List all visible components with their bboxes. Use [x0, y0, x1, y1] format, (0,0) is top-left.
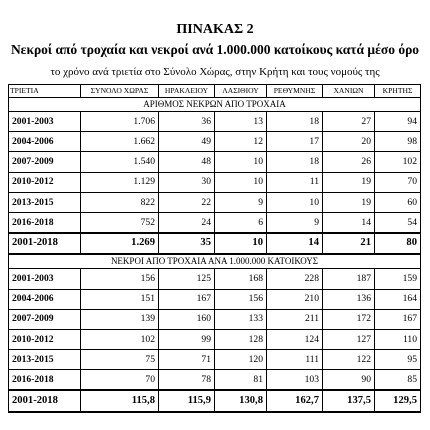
value-cell: 1.129 [81, 172, 159, 192]
period-cell: 2001-2003 [9, 112, 81, 132]
period-cell: 2001-2003 [9, 269, 81, 289]
value-cell: 139 [81, 309, 159, 329]
value-cell: 71 [159, 350, 215, 370]
value-cell: 168 [215, 269, 267, 289]
value-cell: 6 [215, 212, 267, 233]
value-cell: 22 [159, 192, 215, 212]
value-cell: 167 [159, 289, 215, 309]
value-cell: 30 [159, 172, 215, 192]
table-row [9, 350, 421, 370]
total-value-cell: 115,9 [159, 390, 215, 411]
table-row [9, 289, 421, 309]
total-period-cell: 2001-2018 [9, 390, 81, 411]
value-cell: 167 [375, 309, 421, 329]
total-value-cell: 10 [215, 233, 267, 254]
total-row [9, 233, 421, 254]
total-value-cell: 1.269 [81, 233, 159, 254]
value-cell: 102 [375, 152, 421, 172]
value-cell: 70 [81, 370, 159, 391]
section-heading: ΑΡΙΘΜΟΣ ΝΕΚΡΩΝ ΑΠΟ ΤΡΟΧΑΙΑ [9, 98, 421, 112]
value-cell: 85 [375, 370, 421, 391]
value-cell: 151 [81, 289, 159, 309]
table-row [9, 370, 421, 391]
value-cell: 95 [375, 350, 421, 370]
period-cell: 2013-2015 [9, 192, 81, 212]
value-cell: 111 [267, 350, 323, 370]
value-cell: 124 [267, 329, 323, 349]
value-cell: 156 [81, 269, 159, 289]
column-header: ΧΑΝΙΩΝ [323, 85, 375, 98]
value-cell: 103 [267, 370, 323, 391]
period-cell: 2016-2018 [9, 212, 81, 233]
value-cell: 99 [159, 329, 215, 349]
value-cell: 822 [81, 192, 159, 212]
period-cell: 2013-2015 [9, 350, 81, 370]
column-header: ΛΑΣΙΘΙΟΥ [215, 85, 267, 98]
value-cell: 1.662 [81, 132, 159, 152]
table-row [9, 329, 421, 349]
total-period-cell: 2001-2018 [9, 233, 81, 254]
value-cell: 20 [323, 132, 375, 152]
value-cell: 54 [375, 212, 421, 233]
value-cell: 75 [81, 350, 159, 370]
value-cell: 136 [323, 289, 375, 309]
value-cell: 48 [159, 152, 215, 172]
value-cell: 160 [159, 309, 215, 329]
table-row [9, 112, 421, 132]
value-cell: 26 [323, 152, 375, 172]
table-row [9, 309, 421, 329]
total-value-cell: 137,5 [323, 390, 375, 411]
value-cell: 1.540 [81, 152, 159, 172]
column-header-row [9, 85, 421, 98]
value-cell: 752 [81, 212, 159, 233]
value-cell: 9 [267, 212, 323, 233]
value-cell: 1.706 [81, 112, 159, 132]
value-cell: 120 [215, 350, 267, 370]
value-cell: 187 [323, 269, 375, 289]
value-cell: 13 [215, 112, 267, 132]
value-cell: 10 [215, 172, 267, 192]
value-cell: 78 [159, 370, 215, 391]
value-cell: 94 [375, 112, 421, 132]
total-row [9, 390, 421, 411]
value-cell: 128 [215, 329, 267, 349]
table-row [9, 172, 421, 192]
value-cell: 17 [267, 132, 323, 152]
table-subtitle: Νεκροί από τροχαία και νεκροί ανά 1.000.000 κατοίκους κατά μέσο όρο [10, 42, 420, 57]
period-cell: 2010-2012 [9, 172, 81, 192]
value-cell: 127 [323, 329, 375, 349]
value-cell: 211 [267, 309, 323, 329]
value-cell: 11 [267, 172, 323, 192]
value-cell: 10 [267, 192, 323, 212]
column-header: ΡΕΘΥΜΝΗΣ [267, 85, 323, 98]
column-header: ΣΥΝΟΛΟ ΧΩΡΑΣ [81, 85, 159, 98]
value-cell: 122 [323, 350, 375, 370]
total-value-cell: 80 [375, 233, 421, 254]
value-cell: 27 [323, 112, 375, 132]
table-title: ΠΙΝΑΚΑΣ 2 [176, 22, 254, 37]
period-cell: 2007-2009 [9, 309, 81, 329]
value-cell: 19 [323, 172, 375, 192]
value-cell: 210 [267, 289, 323, 309]
column-header: ΗΡΑΚΛΕΙΟΥ [159, 85, 215, 98]
table-row [9, 152, 421, 172]
value-cell: 164 [375, 289, 421, 309]
value-cell: 81 [215, 370, 267, 391]
total-value-cell: 35 [159, 233, 215, 254]
value-cell: 18 [267, 112, 323, 132]
accidents-table [8, 84, 421, 413]
value-cell: 125 [159, 269, 215, 289]
total-value-cell: 21 [323, 233, 375, 254]
total-value-cell: 129,5 [375, 390, 421, 411]
value-cell: 159 [375, 269, 421, 289]
period-cell: 2016-2018 [9, 370, 81, 391]
section-heading: ΝΕΚΡΟΙ ΑΠΟ ΤΡΟΧΑΙΑ ΑΝΑ 1.000.000 ΚΑΤΟΙΚΟΥΣ [9, 254, 421, 269]
value-cell: 133 [215, 309, 267, 329]
value-cell: 90 [323, 370, 375, 391]
value-cell: 9 [215, 192, 267, 212]
total-value-cell: 115,8 [81, 390, 159, 411]
period-cell: 2004-2006 [9, 132, 81, 152]
column-header: ΤΡΙΕΤΙΑ [9, 85, 81, 98]
value-cell: 12 [215, 132, 267, 152]
total-value-cell: 162,7 [267, 390, 323, 411]
value-cell: 102 [81, 329, 159, 349]
section-heading-row [9, 254, 421, 269]
total-value-cell: 130,8 [215, 390, 267, 411]
total-value-cell: 14 [267, 233, 323, 254]
table-row [9, 132, 421, 152]
value-cell: 36 [159, 112, 215, 132]
value-cell: 10 [215, 152, 267, 172]
section-heading-row [9, 98, 421, 112]
value-cell: 98 [375, 132, 421, 152]
table-row [9, 269, 421, 289]
table-row [9, 212, 421, 233]
value-cell: 49 [159, 132, 215, 152]
table-caption: το χρόνο ανά τριετία στο Σύνολο Χώρας, στην Κρήτη και τους νομούς της [50, 66, 380, 78]
value-cell: 60 [375, 192, 421, 212]
value-cell: 70 [375, 172, 421, 192]
table-row [9, 192, 421, 212]
period-cell: 2004-2006 [9, 289, 81, 309]
value-cell: 24 [159, 212, 215, 233]
value-cell: 19 [323, 192, 375, 212]
value-cell: 14 [323, 212, 375, 233]
value-cell: 228 [267, 269, 323, 289]
value-cell: 110 [375, 329, 421, 349]
value-cell: 156 [215, 289, 267, 309]
period-cell: 2007-2009 [9, 152, 81, 172]
value-cell: 172 [323, 309, 375, 329]
period-cell: 2010-2012 [9, 329, 81, 349]
value-cell: 18 [267, 152, 323, 172]
column-header: ΚΡΗΤΗΣ [375, 85, 421, 98]
